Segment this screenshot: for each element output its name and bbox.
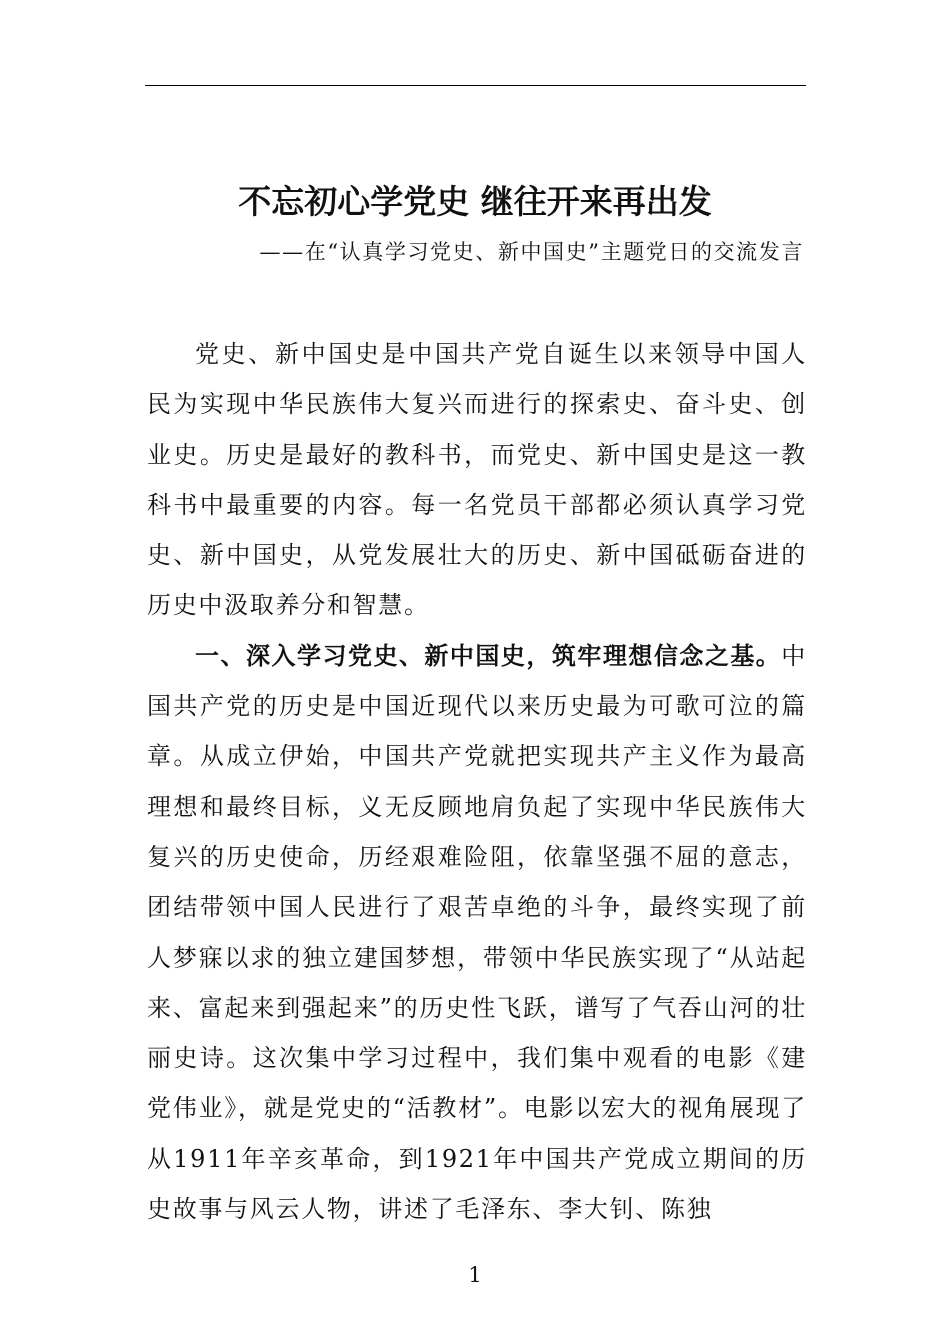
document-title: 不忘初心学党史 继往开来再出发 [238, 182, 712, 221]
section-1-text: 中国共产党的历史是中国近现代以来历史最为可歌可泣的篇章。从成立伊始，中国共产党就把实现共产主义作为最高理想和最终目标，义无反顾地肩负起了实现中华民族伟大复兴的历史使命，历经艰难险阻，依靠坚强不屈的意志，团结带领中国人民进行了艰苦卓绝的斗争，最终实现了前人梦寐以求的独立建国梦想，带领中华民族实现了“从站起来、富起来到强起来”的历史性飞跃，谱写了气吞山河的壮丽史诗。这次集中学习过程中，我们集中观看的电影《建党伟业》，就是党史的“活教材”。电影以宏大的视角展现了从1911年辛亥革命，到1921年中国共产党成立期间的历史故事与风云人物，讲述了毛泽东、李大钊、陈独 [147, 641, 807, 1224]
section-1-heading: 一、深入学习党史、新中国史，筑牢理想信念之基。 [195, 641, 782, 670]
section-1-paragraph [147, 631, 807, 1235]
header-rule [145, 85, 806, 86]
document-body [147, 329, 807, 1234]
page-number: 1 [468, 1263, 482, 1287]
document-subtitle: ——在“认真学习党史、新中国史”主题党日的交流发言 [259, 240, 804, 264]
intro-paragraph: 党史、新中国史是中国共产党自诞生以来领导中国人民为实现中华民族伟大复兴而进行的探索史、奋斗史、创业史。历史是最好的教科书，而党史、新中国史是这一教科书中最重要的内容。每一名党员干部都必须认真学习党史、新中国史，从党发展壮大的历史、新中国砥砺奋进的历史中汲取养分和智慧。 [147, 340, 807, 620]
